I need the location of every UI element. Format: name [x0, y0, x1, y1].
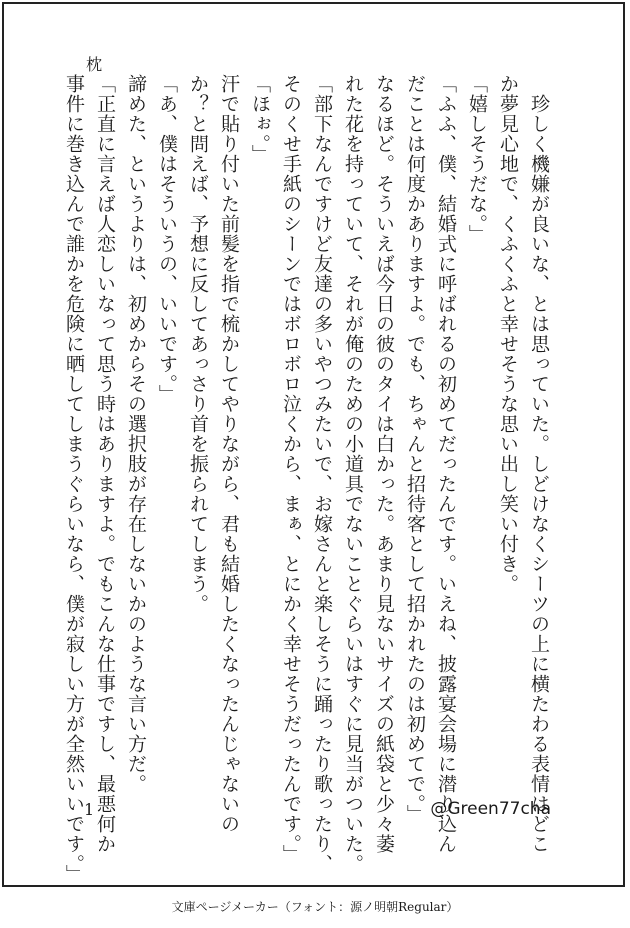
- page-title: 枕: [86, 55, 103, 74]
- author-handle: @Green77cha: [430, 799, 551, 819]
- text-line: 諦めた、というよりは、初めからその選択肢が存在しないかのような言い方だ。: [125, 74, 147, 794]
- text-line: 「部下なんですけど友達の多いやつみたいで、お嫁さんと楽しそうに踊ったり歌ったり、: [311, 74, 333, 874]
- text-line: 事件に巻き込んで誰かを危険に晒してしまうぐらいなら、僕が寂しい方が全然いいです。」: [63, 74, 85, 885]
- text-line: 「ほぉ。」: [249, 74, 271, 165]
- text-line: 珍しく機嫌が良いな、とは思っていた。しどけなくシーツの上に横たわる表情はどこ: [528, 74, 550, 854]
- text-line: 「嬉しそうだな。」: [466, 74, 488, 245]
- footer-caption: 文庫ページメーカー（フォント：源ノ明朝Regular）: [171, 900, 459, 914]
- text-line: 「あ、僕はそういうの、いいです。」: [156, 74, 178, 405]
- text-line: 「ふふ、僕、結婚式に呼ばれるの初めてだったんです。いえね、披露宴会場に潜り込ん: [435, 74, 457, 854]
- text-line: か夢見心地で、くふくふと幸せそうな思い出し笑い付き。: [497, 74, 519, 594]
- text-line: か？と問えば、予想に反してあっさり首を振られてしまう。: [187, 74, 209, 614]
- text-line: だことは何度かありますよ。でも、ちゃんと招待客として招かれたのは初めてで。」: [404, 74, 426, 825]
- text-line: 汗で貼り付いた前髪を指で梳かしてやりながら、君も結婚したくなったんじゃないの: [218, 74, 240, 834]
- page-number: 1: [84, 800, 95, 819]
- text-line: そのくせ手紙のシーンではボロボロ泣くから、まぁ、とにかく幸せそうだったんです。」: [280, 74, 302, 865]
- text-line: れた花を持っていて、それが俺のための小道具でないことぐらいはすぐに見当がついた。: [342, 74, 364, 874]
- text-line: 「正直に言えば人恋しいなって思う時はありますよ。でもこんな仕事ですし、最悪何か: [94, 74, 116, 854]
- text-line: なるほど。そういえば今日の彼のタイは白かった。あまり見ないサイズの紙袋と少々萎: [373, 74, 395, 854]
- body-text: [63, 74, 554, 885]
- page-frame: [2, 2, 625, 887]
